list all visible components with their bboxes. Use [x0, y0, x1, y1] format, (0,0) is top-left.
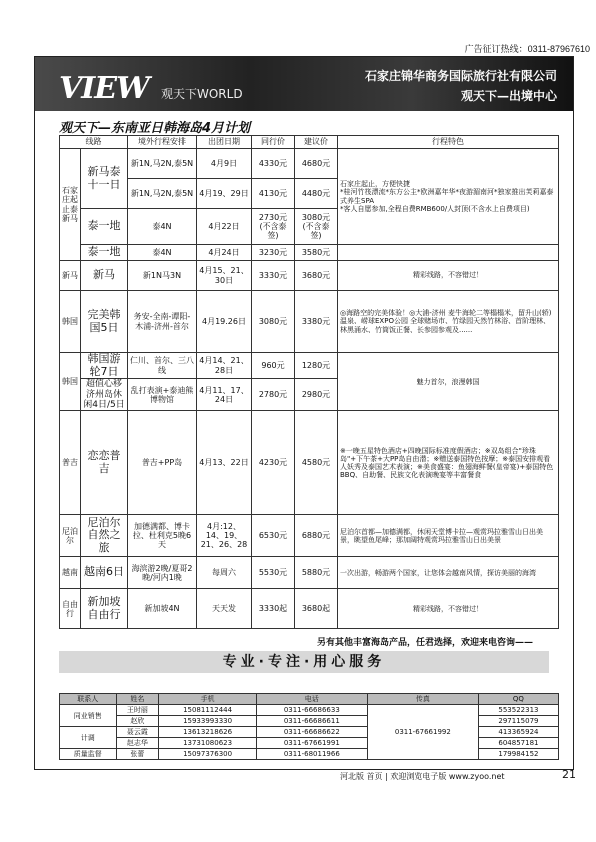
route-cell: 超值心移济州岛休闲4日/5日: [81, 379, 128, 411]
contact-name: 赵志华: [116, 738, 159, 749]
itinerary-cell: 海滨游2晚/夏哥2晚/河内1晚: [128, 557, 197, 589]
contacts-header: 姓名: [116, 694, 159, 705]
route-cell: 韩国游轮7日: [81, 353, 128, 379]
itinerary-cell: 新加坡4N: [128, 589, 197, 629]
date-cell: 4月11、17、24日: [197, 379, 252, 411]
route-cell: 泰一地: [81, 245, 128, 261]
contact-row: [60, 727, 559, 738]
logo-subtitle: 观天下WORLD: [161, 87, 243, 101]
header-date: 出团日期: [197, 136, 252, 149]
table-row: [60, 261, 559, 291]
itinerary-cell: 新1N,马2N,泰5N: [128, 149, 197, 179]
features-cell: ※一晚五星特色酒店+四晚国际标准度假酒店；※双岛组合"珍珠岛"+下午茶+大PP岛自由潜；※赠送泰国特色按摩；※泰国安排观看人妖秀及泰国艺术表演；※美食盛宴：鱼翅海鲜餐(皇帝宴)+泰国特色BBQ、自助餐、民族文化表演晚宴等丰富餐食: [338, 411, 559, 515]
contacts-header: 联系人: [60, 694, 117, 705]
page-footer: 河北版 首页 | 欢迎浏览电子版 www.zyoo.net: [340, 772, 505, 781]
date-cell: 4月:12、14、19、21、26、28: [197, 515, 252, 557]
date-cell: 天天发: [197, 589, 252, 629]
route-cell: 越南6日: [81, 557, 128, 589]
date-cell: 4月15、21、30日: [197, 261, 252, 291]
features-cell: 魅力首尔，浪漫韩国: [338, 353, 559, 411]
region-cell: 普吉: [60, 411, 81, 515]
itinerary-cell: 仁川、首尔、三八线: [128, 353, 197, 379]
table-row: [60, 291, 559, 353]
contact-name: 张蕾: [116, 749, 159, 760]
trade-price-cell: 4130元: [252, 179, 295, 209]
region-cell: 石家庄起止泰新马: [60, 149, 81, 261]
trade-price-cell: 4330元: [252, 149, 295, 179]
slogan-banner: 专业·专注·用心服务: [59, 651, 549, 673]
features-cell: [338, 245, 559, 261]
date-cell: 每周六: [197, 557, 252, 589]
itinerary-cell: 加德满都、博卡拉、杜利克5晚6天: [128, 515, 197, 557]
suggested-price-cell: 3380元: [295, 291, 338, 353]
features-cell: 一次出游，畅游两个国家，让您体会越南风情，探访美丽的海湾: [338, 557, 559, 589]
region-cell: 自由行: [60, 589, 81, 629]
contacts-header: 手机: [159, 694, 256, 705]
contact-qq: 297115079: [478, 716, 558, 727]
suggested-price-cell: 4680元: [295, 149, 338, 179]
itinerary-cell: 泰4N: [128, 209, 197, 245]
itinerary-cell: 新1N马3N: [128, 261, 197, 291]
contact-role: 质量监督: [60, 749, 117, 760]
trade-price-cell: 3080元: [252, 291, 295, 353]
contact-row: [60, 716, 559, 727]
itinerary-cell: 泰4N: [128, 245, 197, 261]
trade-price-cell: 2730元(不含泰签): [252, 209, 295, 245]
route-cell: 完美韩国5日: [81, 291, 128, 353]
date-cell: 4月19、29日: [197, 179, 252, 209]
trade-price-cell: 3330元: [252, 261, 295, 291]
region-cell: 越南: [60, 557, 81, 589]
contact-tel: 0311-68011966: [256, 749, 367, 760]
suggested-price-cell: 4580元: [295, 411, 338, 515]
route-cell: 尼泊尔自然之旅: [81, 515, 128, 557]
contact-tel: 0311-67661991: [256, 738, 367, 749]
banner: [35, 57, 573, 111]
table-row: [60, 149, 559, 179]
itinerary-cell: 普吉+PP岛: [128, 411, 197, 515]
region-cell: 尼泊尔: [60, 515, 81, 557]
contacts-header: 电话: [256, 694, 367, 705]
trade-price-cell: 3330起: [252, 589, 295, 629]
route-cell: 新马: [81, 261, 128, 291]
table-row: [60, 557, 559, 589]
view-logo: VIEW: [59, 71, 149, 106]
contact-name: 赵欣: [116, 716, 159, 727]
contact-row: [60, 738, 559, 749]
itinerary-cell: 乱打表演+泰迪熊博物馆: [128, 379, 197, 411]
itinerary-cell: 务安-全南-谭阳-木浦-济州-首尔: [128, 291, 197, 353]
route-cell: 恋恋普吉: [81, 411, 128, 515]
itinerary-cell: 新1N,马2N,泰5N: [128, 179, 197, 209]
table-row: [60, 353, 559, 379]
header-route: 线路: [60, 136, 128, 149]
contacts-table: [59, 693, 559, 760]
header-suggested-price: 建议价: [295, 136, 338, 149]
date-cell: 4月19.26日: [197, 291, 252, 353]
table-header-row: [60, 136, 559, 149]
contact-qq: 413365924: [478, 727, 558, 738]
features-cell: ◎海路空的完美体验！◎大浦-济州 麦牛海轮二等榻榻米，留升山(轿)温泉、崂球EXPO公园 全球赌场市、竹绿园天然竹林浴、首阶理林、林黑涌水、竹筒饭正餐、长参园参观及......: [338, 291, 559, 353]
contact-qq: 604857181: [478, 738, 558, 749]
table-row: [60, 589, 559, 629]
region-cell: 韩国: [60, 353, 81, 411]
suggested-price-cell: 3680起: [295, 589, 338, 629]
features-cell: 石家庄起止，方便快捷 *桂河竹筏漂流*东方公主*欧洲嘉年华*夜游湄南河*独家推出芙莉嘉泰式养生SPA *客人自愿参加,全程自费RMB600/人封顶(不含水上自费项目): [338, 149, 559, 245]
contact-row: [60, 705, 559, 716]
route-cell: 新马泰十一日: [81, 149, 128, 209]
company-name: 石家庄锦华商务国际旅行社有限公司: [364, 69, 557, 83]
date-cell: 4月9日: [197, 149, 252, 179]
table-row: [60, 245, 559, 261]
date-cell: 4月22日: [197, 209, 252, 245]
features-cell: 尼泊尔首都—加德满都，休闲天堂博卡拉—观赏玛拉雅雪山日出美景，眺望鱼尾峰；那加阔特观赏玛拉雅雪山日出美景: [338, 515, 559, 557]
header-trade-price: 同行价: [252, 136, 295, 149]
suggested-price-cell: 3680元: [295, 261, 338, 291]
suggested-price-cell: 2980元: [295, 379, 338, 411]
table-row: [60, 515, 559, 557]
suggested-price-cell: 6880元: [295, 515, 338, 557]
contact-tel: 0311-66686611: [256, 716, 367, 727]
contacts-header-row: [60, 694, 559, 705]
contact-mobile: 13731080623: [159, 738, 256, 749]
contact-mobile: 15097376300: [159, 749, 256, 760]
header-features: 行程特色: [338, 136, 559, 149]
contact-role: 同业销售: [60, 705, 117, 727]
contact-fax: 0311-67661992: [367, 705, 478, 760]
hotline: 广告征订热线：0311-87967610: [464, 44, 590, 54]
contact-qq: 553522313: [478, 705, 558, 716]
route-cell: 泰一地: [81, 209, 128, 245]
page-number: 21: [562, 768, 576, 781]
contacts-header: QQ: [478, 694, 558, 705]
contact-name: 王时丽: [116, 705, 159, 716]
contact-tel: 0311-66686622: [256, 727, 367, 738]
contact-role: 计调: [60, 727, 117, 749]
features-cell: 精彩线路，不容错过！: [338, 589, 559, 629]
date-cell: 4月13、22日: [197, 411, 252, 515]
center-name: 观天下—出境中心: [460, 89, 557, 103]
suggested-price-cell: 3080元(不含泰签): [295, 209, 338, 245]
contact-qq: 179984152: [478, 749, 558, 760]
contact-mobile: 13613218626: [159, 727, 256, 738]
features-cell: 精彩线路，不容错过！: [338, 261, 559, 291]
contacts-header: 传真: [367, 694, 478, 705]
contact-tel: 0311-66686633: [256, 705, 367, 716]
contact-mobile: 15933993330: [159, 716, 256, 727]
contact-mobile: 15081112444: [159, 705, 256, 716]
suggested-price-cell: 5880元: [295, 557, 338, 589]
date-cell: 4月24日: [197, 245, 252, 261]
suggested-price-cell: 4480元: [295, 179, 338, 209]
region-cell: 新马: [60, 261, 81, 291]
ad-frame: [34, 56, 574, 770]
contact-name: 聂云霞: [116, 727, 159, 738]
suggested-price-cell: 1280元: [295, 353, 338, 379]
trade-price-cell: 960元: [252, 353, 295, 379]
region-cell: 韩国: [60, 291, 81, 353]
date-cell: 4月14、21、28日: [197, 353, 252, 379]
route-cell: 新加坡自由行: [81, 589, 128, 629]
schedule-table: [59, 135, 559, 629]
trade-price-cell: 3230元: [252, 245, 295, 261]
contact-row: [60, 749, 559, 760]
trade-price-cell: 2780元: [252, 379, 295, 411]
trade-price-cell: 5530元: [252, 557, 295, 589]
more-products-note: 另有其他丰富海岛产品，任君选择，欢迎来电咨询——: [316, 638, 533, 648]
table-row: [60, 411, 559, 515]
header-itinerary: 境外行程安排: [128, 136, 197, 149]
trade-price-cell: 6530元: [252, 515, 295, 557]
trade-price-cell: 4230元: [252, 411, 295, 515]
plan-title: 观天下—东南亚日韩海岛4月计划: [59, 121, 251, 136]
suggested-price-cell: 3580元: [295, 245, 338, 261]
